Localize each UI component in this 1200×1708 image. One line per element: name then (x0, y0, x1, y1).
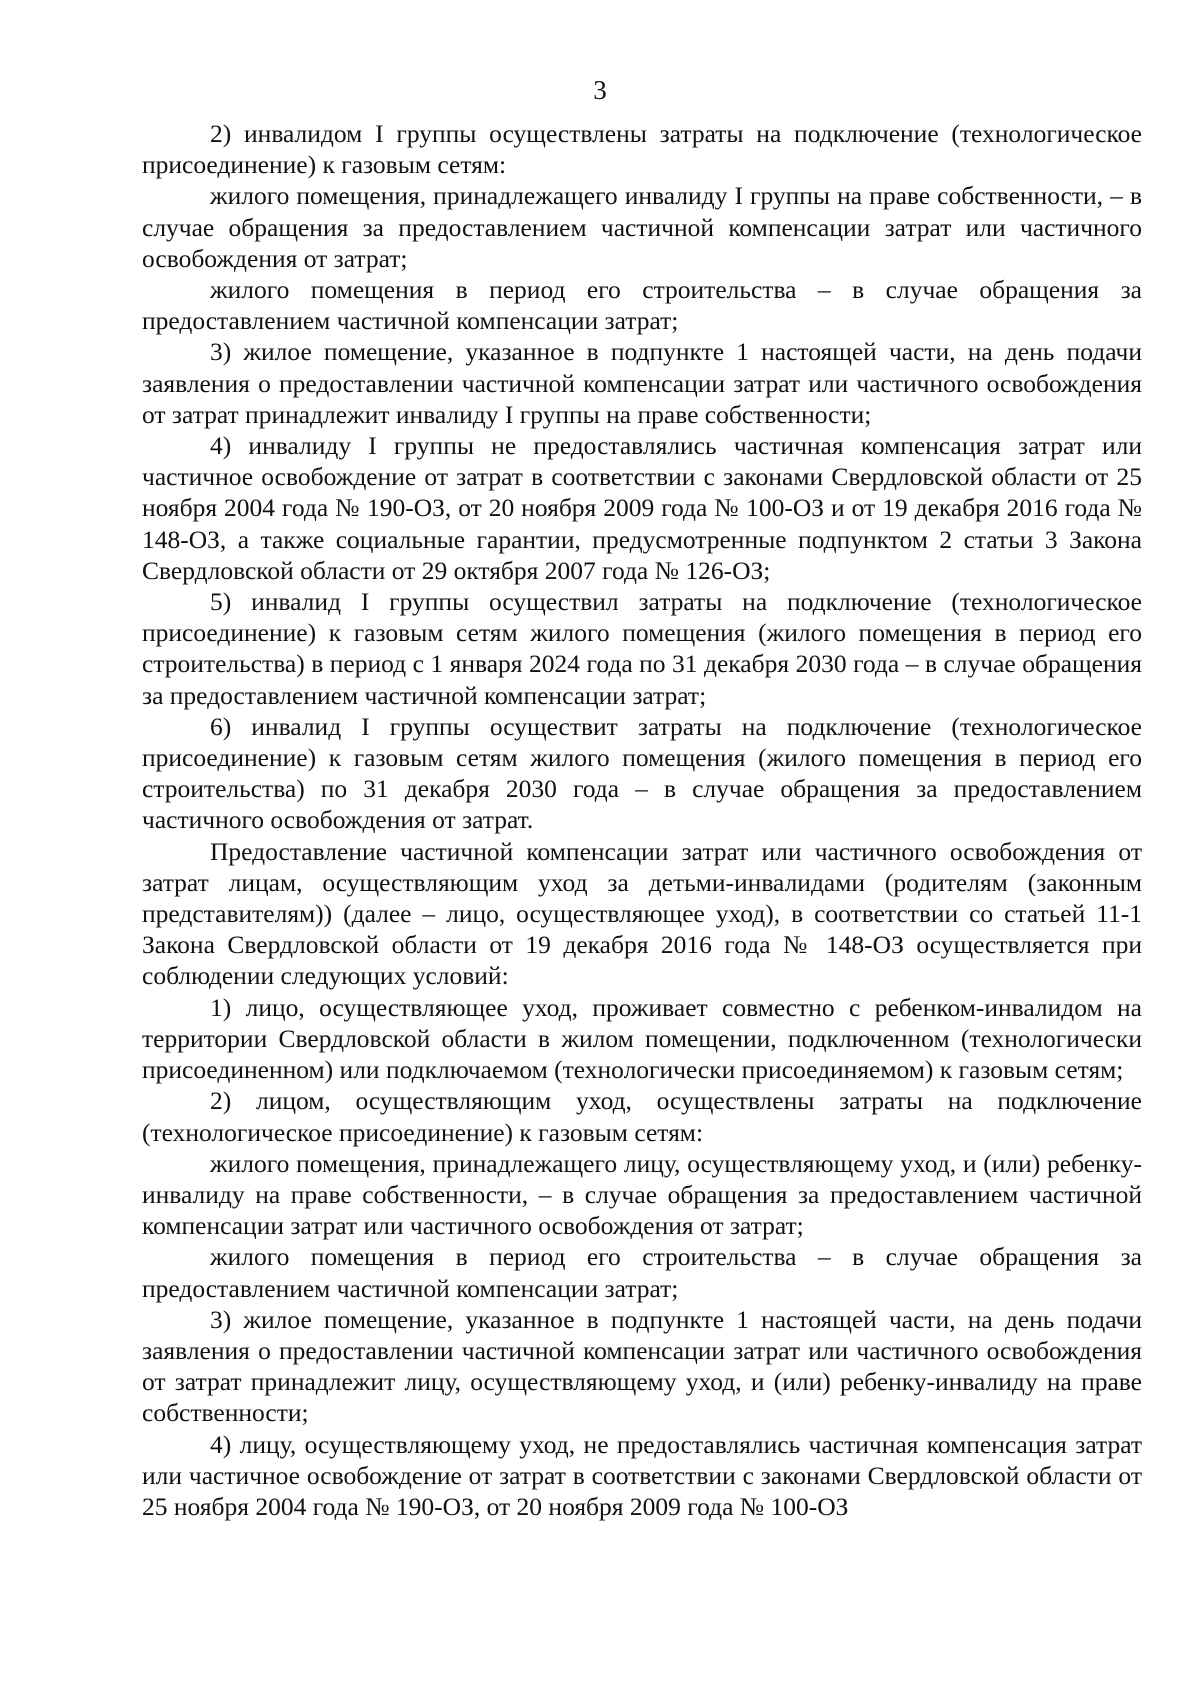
document-body (142, 118, 1142, 1522)
paragraph-condition-2-caregiver: 2) лицом, осуществляющим уход, осуществлены затраты на подключение (технологическое присоединение) к газовым сетям: (142, 1086, 1142, 1147)
paragraph-owned-dwelling-caregiver: жилого помещения, принадлежащего лицу, осуществляющему уход, и (или) ребенку-инвалиду на праве собственности, – в случае обращения за предоставлением частичной компенсации затрат или частичного освобождения от затрат; (142, 1148, 1142, 1241)
paragraph-dwelling-under-construction-disabled: жилого помещения в период его строительства – в случае обращения за предоставлением частичной компенсации затрат; (142, 275, 1142, 336)
paragraph-dwelling-under-construction-caregiver: жилого помещения в период его строительства – в случае обращения за предоставлением частичной компенсации затрат; (142, 1242, 1142, 1303)
paragraph-condition-3-caregiver: 3) жилое помещение, указанное в подпункте 1 настоящей части, на день подачи заявления о предоставлении частичной компенсации затрат или частичного освобождения от затрат принадлежит лицу, осуществляющему уход, и (или) ребенку-инвалиду на праве собственности; (142, 1304, 1142, 1428)
paragraph-condition-2-disabled: 2) инвалидом I группы осуществлены затраты на подключение (технологическое присоединение) к газовым сетям: (142, 119, 1142, 180)
page-number: 3 (593, 75, 607, 105)
paragraph-owned-dwelling-disabled: жилого помещения, принадлежащего инвалиду I группы на праве собственности, – в случае обращения за предоставлением частичной компенсации затрат или частичного освобождения от затрат; (142, 181, 1142, 273)
paragraph-caregiver-intro: Предоставление частичной компенсации затрат или частичного освобождения от затрат лицам, осуществляющим уход за детьми-инвалидами (родителям (законным представителям)) (далее – лицо, осуществляющее уход), в соответствии со статьей 11-1 Закона Свердловской области от 19 декабря 2016 года № 148-ОЗ осуществляется при соблюдении следующих условий: (142, 836, 1142, 991)
paragraph-condition-4-disabled: 4) инвалиду I группы не предоставлялись частичная компенсация затрат или частичное освобождение от затрат в соответствии с законами Свердловской области от 25 ноября 2004 года № 190-ОЗ, от 20 ноября 2009 года № 100-ОЗ и от 19 декабря 2016 года № 148-ОЗ, а также социальные гарантии, предусмотренные подпунктом 2 статьи 3 Закона Свердловской области от 29 октября 2007 года № 126-ОЗ; (142, 431, 1142, 585)
paragraph-condition-5-disabled: 5) инвалид I группы осуществил затраты на подключение (технологическое присоединение) к газовым сетям жилого помещения (жилого помещения в период его строительства) в период с 1 января 2024 года по 31 декабря 2030 года – в случае обращения за предоставлением частичной компенсации затрат; (142, 587, 1142, 710)
paragraph-condition-4-caregiver: 4) лицу, осуществляющему уход, не предоставлялись частичная компенсация затрат или частичное освобождение от затрат в соответствии с законами Свердловской области от 25 ноября 2004 года № 190-ОЗ, от 20 ноября 2009 года № 100-ОЗ (142, 1429, 1142, 1521)
paragraph-condition-6-disabled: 6) инвалид I группы осуществит затраты на подключение (технологическое присоединение) к газовым сетям жилого помещения (жилого помещения в период его строительства) по 31 декабря 2030 года – в случае обращения за предоставлением частичного освобождения от затрат. (142, 711, 1142, 835)
paragraph-condition-1-caregiver: 1) лицо, осуществляющее уход, проживает совместно с ребенком-инвалидом на территории Свердловской области в жилом помещении, подключенном (технологически присоединенном) или подключаемом (технологически присоединяемом) к газовым сетям; (142, 992, 1142, 1085)
paragraph-condition-3-disabled: 3) жилое помещение, указанное в подпункте 1 настоящей части, на день подачи заявления о предоставлении частичной компенсации затрат или частичного освобождения от затрат принадлежит инвалиду I группы на праве собственности; (142, 337, 1142, 429)
